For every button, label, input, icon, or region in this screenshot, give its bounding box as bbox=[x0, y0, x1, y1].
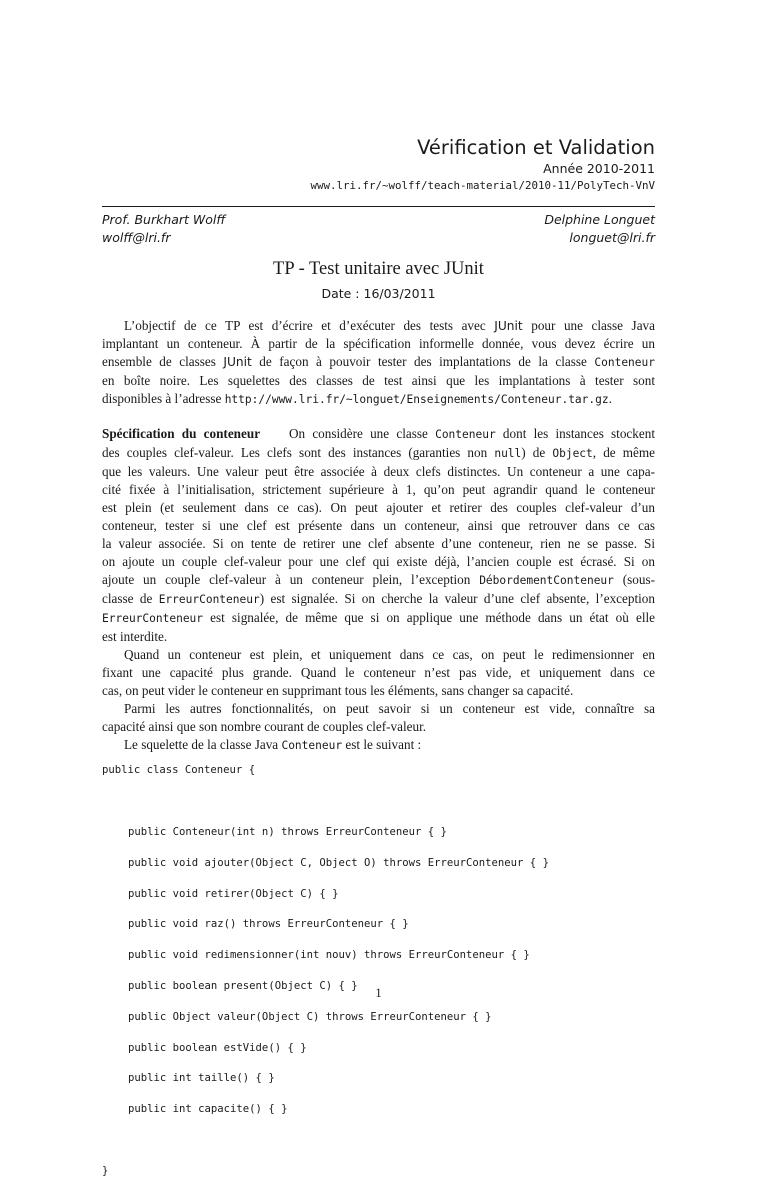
code-line: public int capacite() { } bbox=[128, 1103, 288, 1116]
spec-line: cas, on peut vider le conteneur en supprimant tous les éléments, sans changer sa capacité. bbox=[102, 683, 574, 698]
course-year: Année 2010-2011 bbox=[543, 161, 655, 176]
spec-line: la valeur associée. Si on tente de retirer une clef absente d’une conteneur, rien ne se passe. Si bbox=[102, 536, 655, 551]
code-line: public void ajouter(Object C, Object O) throws ErreurConteneur { } bbox=[128, 856, 549, 869]
spec-line: est interdite. bbox=[102, 629, 168, 644]
author-right bbox=[544, 211, 655, 247]
spec-line: des couples clef-valeur. Les clefs sont des instances (garanties non null) de Object, de même bbox=[102, 445, 655, 460]
header-rule bbox=[102, 206, 655, 207]
intro-line: implantant un conteneur. À partir de la spécification informelle donnée, vous devez écrire un bbox=[102, 336, 655, 351]
spec-line: ErreurConteneur est signalée, de même que si on applique une méthode dans un état où elle bbox=[102, 610, 655, 625]
intro-line: ensemble de classes JUnit de façon à pouvoir tester des implantations de la classe Conteneur bbox=[102, 354, 655, 369]
spec-line: que les valeurs. Une valeur peut être associée à deux clefs distinctes. Un conteneur a une capa- bbox=[102, 464, 655, 479]
author-left-name: Prof. Burkhart Wolff bbox=[102, 212, 226, 227]
code-block bbox=[102, 748, 549, 1195]
code-line: public boolean estVide() { } bbox=[128, 1041, 307, 1054]
page-number: 1 bbox=[375, 986, 382, 1000]
spec-line: Parmi les autres fonctionnalités, on peut savoir si un conteneur est vide, connaître sa bbox=[124, 701, 655, 716]
intro-line: en boîte noire. Les squelettes des classes de test ainsi que les implantations à tester sont bbox=[102, 373, 655, 388]
code-line: public void raz() throws ErreurConteneur { } bbox=[128, 918, 409, 931]
code-line: public Conteneur(int n) throws ErreurConteneur { } bbox=[128, 826, 447, 838]
spec-line: est plein (et seulement dans ce cas). On peut ajouter et retirer des couples clef-valeur d’un bbox=[102, 500, 655, 515]
course-url: www.lri.fr/~wolff/teach-material/2010-11/PolyTech-VnV bbox=[310, 179, 655, 192]
intro-line: disponibles à l’adresse http://www.lri.fr/~longuet/Enseignements/Conteneur.tar.gz. bbox=[102, 391, 612, 406]
section-heading: Spécification du conteneur bbox=[102, 426, 261, 441]
spec-line: classe de ErreurConteneur) est signalée. Si on cherche la valeur d’une clef absente, l’exception bbox=[102, 591, 655, 606]
spec-line: Spécification du conteneur On considère une classe Conteneur dont les instances stockent bbox=[102, 426, 655, 441]
spec-line: fixant une capacité plus grande. Quand le conteneur n’est pas vide, et uniquement dans ce bbox=[102, 665, 655, 680]
code-line: public void redimensionner(int nouv) throws ErreurConteneur { } bbox=[128, 949, 530, 962]
code-line: } bbox=[102, 1164, 109, 1177]
spec-line: ajoute un couple clef-valeur à un conteneur plein, l’exception DébordementConteneur (sous- bbox=[102, 572, 655, 587]
code-blank-line bbox=[102, 1133, 549, 1148]
spec-paragraph bbox=[102, 425, 655, 755]
code-line: public class Conteneur { bbox=[102, 764, 256, 777]
document-date: Date : 16/03/2011 bbox=[321, 286, 436, 301]
spec-line: on ajoute un couple clef-valeur pour une clef qui existe déjà, l’ancien couple est écrasé. Si on bbox=[102, 554, 655, 569]
course-title: Vérification et Validation bbox=[417, 136, 655, 159]
spec-line: capacité ainsi que son nombre courant de couples clef-valeur. bbox=[102, 719, 427, 734]
code-line: public void retirer(Object C) { } bbox=[128, 887, 339, 900]
author-left bbox=[102, 211, 225, 247]
code-blank-line bbox=[102, 794, 549, 809]
document-title: TP - Test unitaire avec JUnit bbox=[273, 259, 484, 279]
author-right-email: longuet@lri.fr bbox=[569, 230, 655, 245]
author-right-name: Delphine Longuet bbox=[544, 212, 655, 227]
code-line: public Object valeur(Object C) throws ErreurConteneur { } bbox=[128, 1010, 492, 1023]
spec-line: Le squelette de la classe Java Conteneur est le suivant : bbox=[124, 737, 422, 752]
code-line: public int taille() { } bbox=[128, 1072, 275, 1085]
intro-paragraph bbox=[102, 317, 655, 409]
author-left-email: wolff@lri.fr bbox=[102, 230, 171, 245]
spec-line: cité fixée à l’initialisation, strictement supérieure à 1, qu’on peut agrandir quand le conteneur bbox=[102, 482, 655, 497]
download-url: http://www.lri.fr/~longuet/Enseignements/Conteneur.tar.gz bbox=[224, 393, 609, 406]
spec-line: Quand un conteneur est plein, et uniquement dans ce cas, on peut le redimensionner en bbox=[124, 647, 655, 662]
intro-line: L’objectif de ce TP est d’écrire et d’exécuter des tests avec JUnit pour une classe Java bbox=[124, 318, 655, 333]
spec-line: conteneur, tester si une clef est présente dans un conteneur, ainsi que retrouver dans ce cas bbox=[102, 518, 655, 533]
code-line: public boolean present(Object C) { } bbox=[128, 979, 358, 992]
